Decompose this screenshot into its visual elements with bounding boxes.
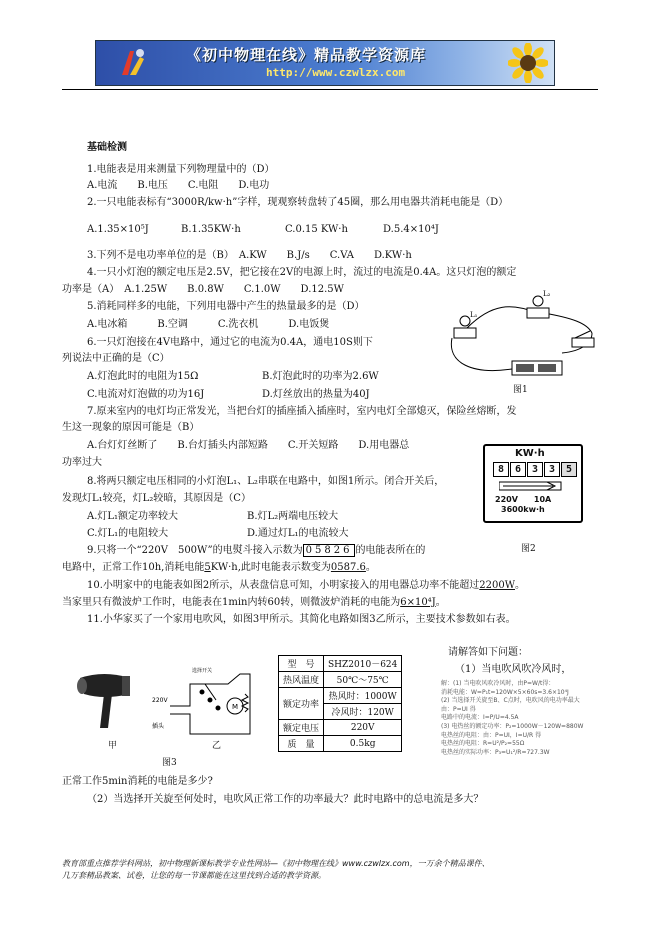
page-footer <box>62 858 490 882</box>
selector-switch-label: 选择开关 <box>192 668 213 674</box>
question-11-part-2: （2）当选择开关旋至何处时，电吹风正常工作的功率最大？此时电路中的总电流是多大？ <box>87 794 484 805</box>
meter-digit: 8 <box>493 462 509 477</box>
meter-digit: 3 <box>544 462 560 477</box>
meter-constant: 3600kw·h <box>501 505 545 514</box>
banner-url[interactable]: http://www.czwlzx.com <box>266 66 406 79</box>
figure-3-label: 图3 <box>162 758 177 768</box>
question-8-option-a: A.灯L₁额定功率较大 <box>87 511 179 522</box>
question-3: 3.下列不是电功率单位的是（B） A.KW B.J/s C.VA D.KW·h <box>87 250 412 261</box>
question-10-cont <box>62 596 446 609</box>
figure-2-label: 图2 <box>521 544 536 554</box>
question-9-cont <box>62 561 376 574</box>
table-row <box>279 672 402 688</box>
hair-dryer-icon <box>74 668 136 734</box>
spec-table <box>278 655 402 752</box>
question-10-cont-text: 当家里只有微波炉工作时，电能表在1min内转60转，则微波炉消耗的电能为 <box>62 597 401 608</box>
figure-1-l2-label: L₂ <box>543 290 551 298</box>
plug-label: 插头 <box>152 723 165 730</box>
question-2-option-b: B.1.35KW·h <box>181 224 241 235</box>
lamp-l1-icon <box>454 316 476 338</box>
table-cell: 冷风时：120W <box>324 704 402 720</box>
question-8-cont: 发现灯L₁较亮，灯L₂较暗，其原因是（C） <box>62 493 251 504</box>
figure-3-circuit <box>150 664 268 740</box>
question-9-text-end: 的电能表所在的 <box>355 545 426 556</box>
table-cell: 50℃～75℃ <box>324 672 402 688</box>
question-1: 1.电能表是用来测量下列物理量中的（D） <box>87 164 275 175</box>
meter-rating: 220V 10A <box>495 495 552 504</box>
solution-line: 电热丝的电阻：由：P=UI，I=U/R 得 <box>441 731 542 739</box>
question-9-text: 9.只将一个“220V 500W”的电熨斗接入示数为 <box>87 545 303 556</box>
question-2-option-c: C.0.15 KW·h <box>285 224 348 235</box>
table-cell: 220V <box>324 720 402 736</box>
table-cell: 热风温度 <box>279 672 324 688</box>
question-8: 8.将两只额定电压相同的小灯泡L₁、L₂串联在电路中，如图1所示。闭合开关后， <box>87 476 445 487</box>
question-1-options: A.电流 B.电压 C.电阻 D.电功 <box>87 180 270 191</box>
question-11-part-1: 正常工作5min消耗的电能是多少? <box>62 776 213 787</box>
banner-title: 《初中物理在线》精品教学资源库 <box>186 46 427 64</box>
solution-line: 由：P=UI 得 <box>441 705 476 713</box>
question-6-option-d: D.灯丝放出的热量为40J <box>262 389 370 400</box>
question-9 <box>87 544 425 557</box>
header-divider <box>62 89 598 90</box>
question-5: 5.消耗同样多的电能，下列用电器中产生的热量最多的是（D） <box>87 301 365 312</box>
question-2: 2.一只电能表标有“3000R/kw·h”字样，现观察转盘转了45圈，那么用电器共消耗电能是（D） <box>87 197 509 208</box>
section-title: 基础检测 <box>87 142 127 153</box>
table-cell: 额定功率 <box>279 688 324 720</box>
question-9-cont-mid: KW·h,此时电能表示数变为 <box>210 562 331 573</box>
question-4: 4.一只小灯泡的额定电压是2.5V，把它接在2V的电源上时，流过的电流是0.4A。这只灯泡的额定 <box>87 267 517 278</box>
question-6-option-a: A.灯泡此时的电阻为15Ω <box>87 371 199 382</box>
question-10-text: 10.小明家中的电能表如图2所示，从表盘信息可知，小明家接入的用电器总功率不能超过 <box>87 580 480 591</box>
voltage-label: 220V <box>152 697 168 704</box>
question-6: 6.一只灯泡接在4V电路中，通过它的电流为0.4A，通电10S则下 <box>87 337 373 348</box>
answer-energy: 5 <box>204 562 211 573</box>
question-9-cont-text: 电路中，正常工作10h,消耗电能 <box>62 562 205 573</box>
table-row <box>279 736 402 752</box>
question-7-cont: 生这一现象的原因可能是（B） <box>62 422 200 433</box>
table-cell: 热风时：1000W <box>324 688 402 704</box>
question-2-option-a: A.1.35×10⁵J <box>87 224 149 235</box>
table-row <box>279 720 402 736</box>
meter-digit: 5 <box>561 462 577 477</box>
lamp-l2-icon <box>527 296 549 318</box>
table-cell: 0.5kg <box>324 736 402 752</box>
switch-icon <box>572 331 594 347</box>
answer-microwave-energy: 6×10⁴J <box>400 597 436 608</box>
meter-unit-label: KW·h <box>515 448 545 459</box>
solution-line: (3) 电热丝的额定功率：P₂=1000W－120W=880W <box>441 722 584 730</box>
meter-reading-box: 05826 <box>303 544 356 557</box>
meter-dial-arrow-icon <box>499 480 567 492</box>
solution-notes <box>441 680 585 757</box>
site-logo-icon <box>118 47 148 79</box>
figure-2-meter <box>483 444 583 523</box>
table-cell: 额定电压 <box>279 720 324 736</box>
question-6-option-b: B.灯泡此时的功率为2.6W <box>262 371 379 382</box>
question-11-side-2: （1）当电吹风吹冷风时， <box>455 664 572 675</box>
meter-digit: 6 <box>510 462 526 477</box>
figure-3-yi-label: 乙 <box>212 741 222 751</box>
question-4-options: 功率是（A） A.1.25W B.0.8W C.1.0W D.12.5W <box>62 284 344 295</box>
table-row <box>279 656 402 672</box>
table-cell: 质 量 <box>279 736 324 752</box>
question-11: 11.小华家买了一个家用电吹风，如图3甲所示。其简化电路如图3乙所示，主要技术参数如右表。 <box>87 614 516 625</box>
table-cell: SHZ2010－624 <box>324 656 402 672</box>
question-9-cont-end: 。 <box>365 562 376 573</box>
table-row <box>279 688 402 704</box>
question-7-cont2: 功率过大 <box>62 457 102 468</box>
answer-meter-reading: 0587.6 <box>330 562 366 573</box>
question-7-options: A.台灯灯丝断了 B.台灯插头内部短路 C.开关短路 D.用电器总 <box>87 440 410 451</box>
question-10-cont-end: 。 <box>435 597 446 608</box>
answer-max-power: 2200W <box>479 580 515 591</box>
question-6-option-c: C.电流对灯泡做的功为16J <box>87 389 205 400</box>
solution-line: (2) 当选择开关旋至B、C点时，电吹风的电功率最大 <box>441 697 580 705</box>
question-10 <box>87 579 525 592</box>
meter-digits <box>493 462 578 477</box>
question-5-options: A.电冰箱 B.空调 C.洗衣机 D.电饭煲 <box>87 319 330 330</box>
solution-line: 电热丝的实际功率：P₃=U₁²/R=727.3W <box>441 748 550 756</box>
solution-line: 电热丝的电阻：R=U²/P₂=55Ω <box>441 740 525 748</box>
table-cell: 型 号 <box>279 656 324 672</box>
question-7: 7.原来室内的电灯均正常发光，当把台灯的插座插入插座时，室内电灯全部熄灭，保险丝熔断，发 <box>87 406 517 417</box>
solution-line: 消耗电能：W=P₁t=120W×5×60s=3.6×10⁴J <box>441 688 569 696</box>
figure-3-jia-label: 甲 <box>108 741 118 751</box>
footer-line-1: 教育部重点推荐学科网站，初中物理新课标教学专业性网站—《初中物理在线》www.czwlzx.com，一万余个精品课件、 <box>62 859 490 868</box>
figure-1-l1-label: L₁ <box>470 311 478 319</box>
question-8-option-b: B.灯L₂两端电压较大 <box>247 511 339 522</box>
motor-symbol: M <box>232 703 239 711</box>
meter-digit: 3 <box>527 462 543 477</box>
footer-line-2: 几万套精品教案、试卷，让您的每一节课都能在这里找到合适的教学资源。 <box>62 871 326 880</box>
question-8-option-d: D.通过灯L₁的电流较大 <box>247 528 349 539</box>
figure-1-label: 图1 <box>513 385 528 395</box>
battery-icon <box>512 361 562 375</box>
question-11-side-1: 请解答如下问题： <box>448 647 528 658</box>
question-2-option-d: D.5.4×10⁴J <box>383 224 439 235</box>
figure-1-circuit <box>432 283 602 383</box>
sunflower-icon <box>508 43 548 83</box>
question-8-option-c: C.灯L₁的电阻较大 <box>87 528 169 539</box>
header-banner <box>95 40 555 86</box>
question-10-end: 。 <box>515 580 525 591</box>
solution-line: 电路中的电流：I=P/U=4.5A <box>441 714 519 722</box>
question-6-cont: 列说法中正确的是（C） <box>62 353 170 364</box>
solution-line: 解：(1) 当电吹风吹冷风时，由P=W/t得： <box>441 680 555 687</box>
